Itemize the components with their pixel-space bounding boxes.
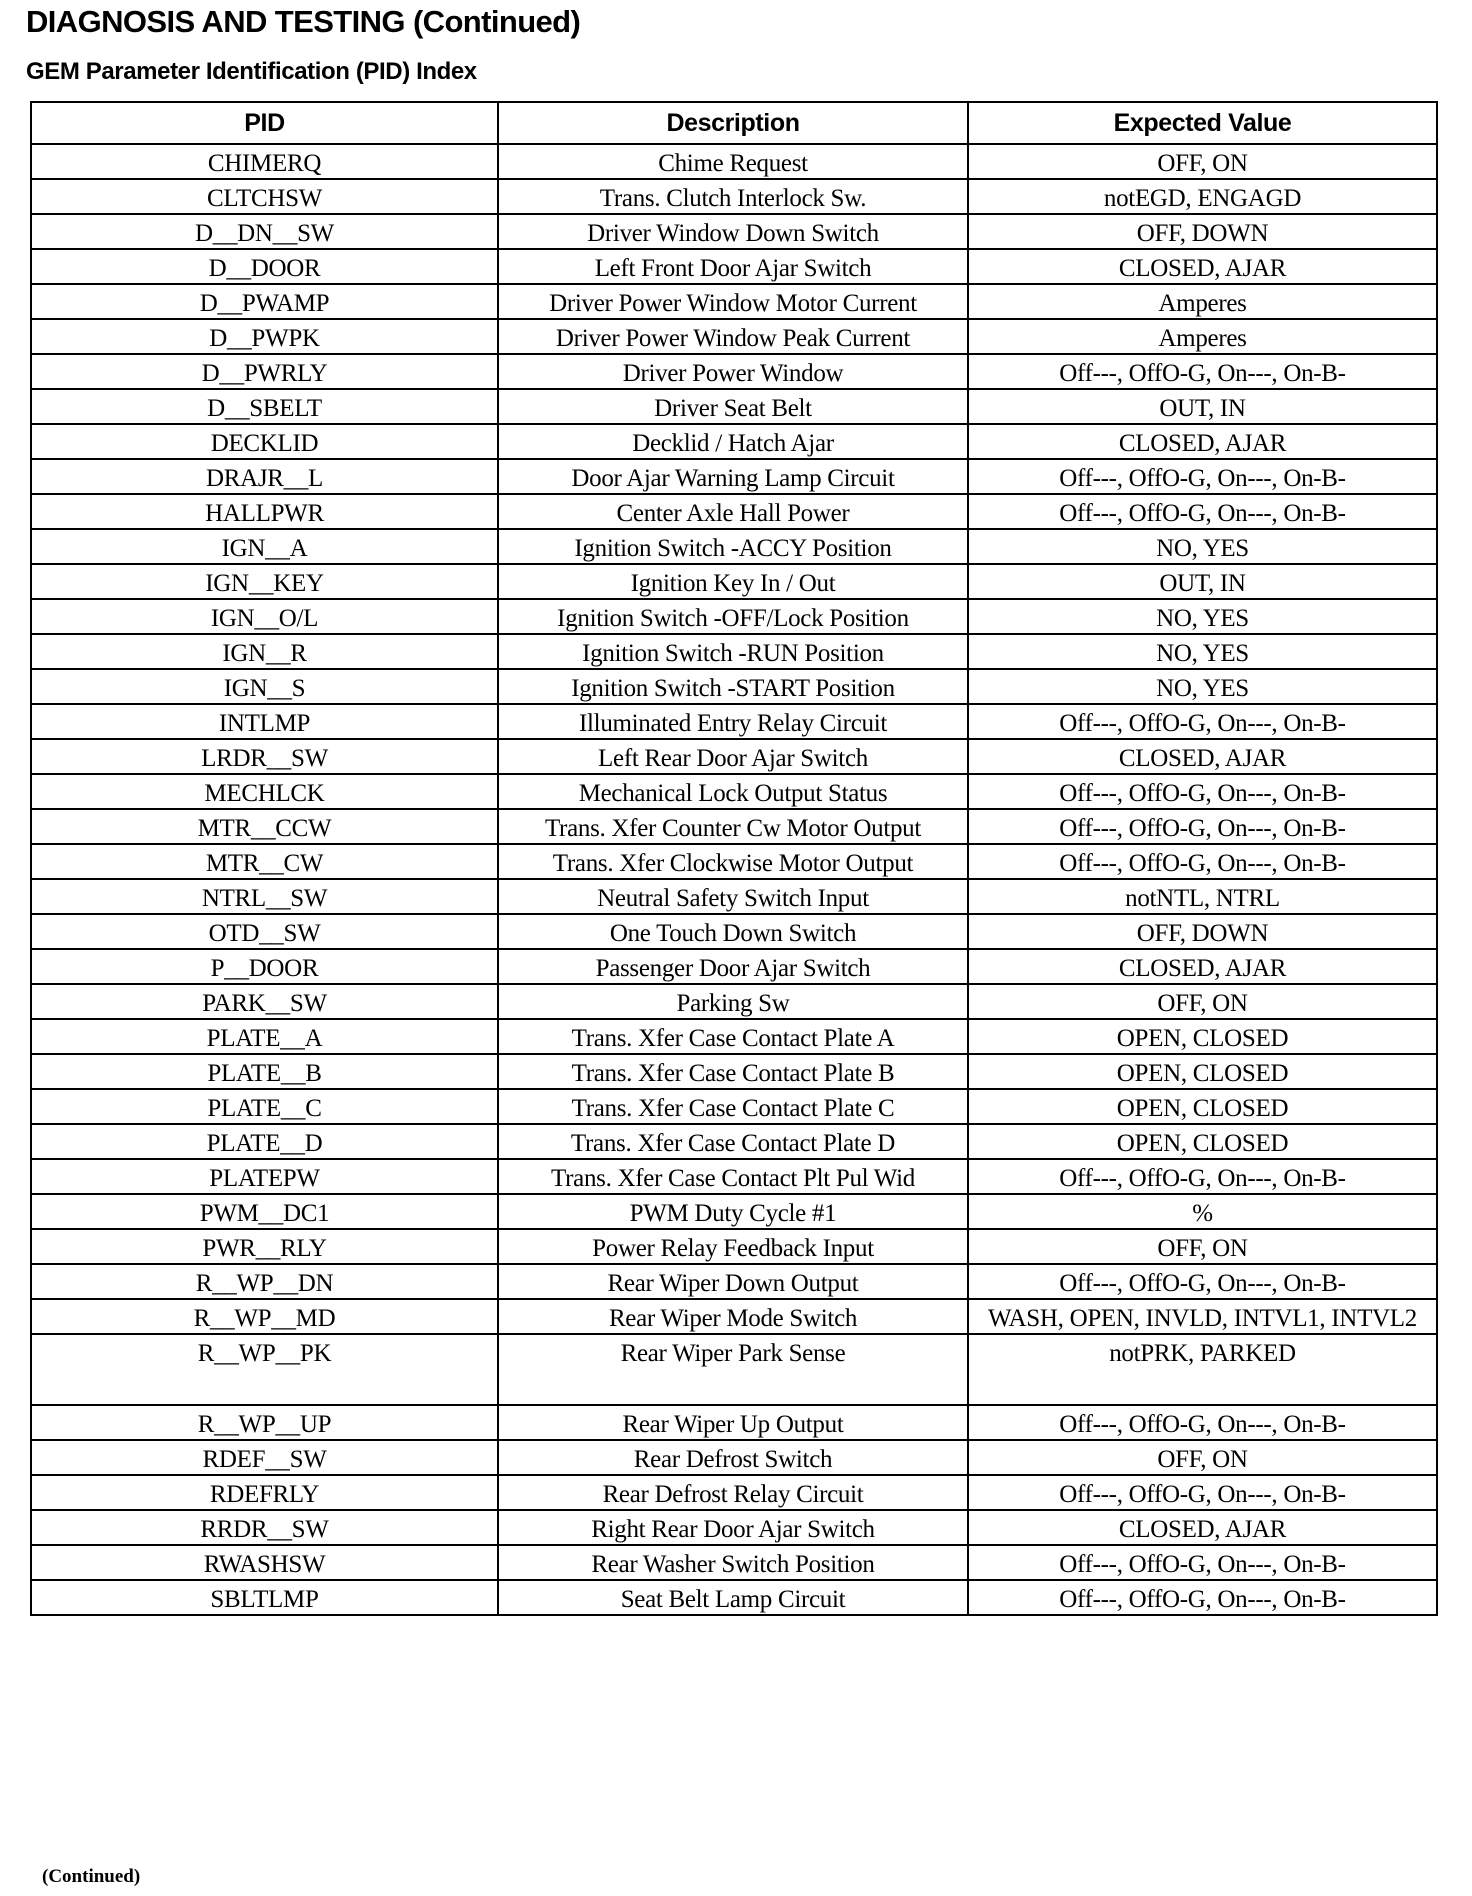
description-cell: Trans. Clutch Interlock Sw. [498,179,968,214]
table-row [31,669,1437,704]
expected-value-cell: % [968,1194,1437,1229]
pid-cell: PLATE__D [31,1124,498,1159]
description-cell: Ignition Key In / Out [498,564,968,599]
table-row [31,529,1437,564]
table-row [31,424,1437,459]
description-cell: Ignition Switch -ACCY Position [498,529,968,564]
pid-cell: HALLPWR [31,494,498,529]
table-row [31,1194,1437,1229]
pid-cell: P__DOOR [31,949,498,984]
pid-cell: RWASHSW [31,1545,498,1580]
page-title: DIAGNOSIS AND TESTING (Continued) [26,4,581,39]
description-cell: Trans. Xfer Case Contact Plate D [498,1124,968,1159]
table-row [31,214,1437,249]
pid-cell: IGN__A [31,529,498,564]
table-row [31,914,1437,949]
expected-value-cell: notPRK, PARKED [968,1334,1437,1405]
description-cell: Rear Defrost Relay Circuit [498,1475,968,1510]
table-row [31,144,1437,179]
table-row [31,739,1437,774]
description-cell: Rear Wiper Park Sense [498,1334,968,1405]
table-row [31,1334,1437,1405]
expected-value-cell: NO, YES [968,669,1437,704]
table-row [31,354,1437,389]
pid-cell: MTR__CW [31,844,498,879]
description-cell: Decklid / Hatch Ajar [498,424,968,459]
table-row [31,1580,1437,1615]
table-row [31,809,1437,844]
expected-value-cell: NO, YES [968,599,1437,634]
description-cell: Door Ajar Warning Lamp Circuit [498,459,968,494]
expected-value-cell: OFF, DOWN [968,914,1437,949]
table-row [31,1019,1437,1054]
pid-cell: DECKLID [31,424,498,459]
expected-value-cell: OPEN, CLOSED [968,1089,1437,1124]
table-row [31,389,1437,424]
table-header-row [31,102,1437,144]
pid-cell: D__DOOR [31,249,498,284]
expected-value-cell: OUT, IN [968,564,1437,599]
table-body [31,144,1437,1615]
pid-cell: R__WP__DN [31,1264,498,1299]
expected-value-cell: OPEN, CLOSED [968,1054,1437,1089]
expected-value-cell: Off---, OffO-G, On---, On-B- [968,1264,1437,1299]
expected-value-cell: Off---, OffO-G, On---, On-B- [968,1580,1437,1615]
description-cell: Ignition Switch -OFF/Lock Position [498,599,968,634]
pid-cell: D__SBELT [31,389,498,424]
pid-cell: PLATEPW [31,1159,498,1194]
description-cell: Driver Window Down Switch [498,214,968,249]
table-row [31,284,1437,319]
expected-value-cell: Off---, OffO-G, On---, On-B- [968,809,1437,844]
table-row [31,494,1437,529]
table-row [31,459,1437,494]
description-cell: Rear Defrost Switch [498,1440,968,1475]
expected-value-cell: OUT, IN [968,389,1437,424]
pid-cell: IGN__S [31,669,498,704]
expected-value-cell: CLOSED, AJAR [968,1510,1437,1545]
expected-value-cell: OPEN, CLOSED [968,1124,1437,1159]
expected-value-cell: OFF, DOWN [968,214,1437,249]
table-row [31,1054,1437,1089]
pid-cell: PLATE__A [31,1019,498,1054]
description-cell: Rear Wiper Up Output [498,1405,968,1440]
table-row [31,179,1437,214]
description-cell: Trans. Xfer Counter Cw Motor Output [498,809,968,844]
expected-value-cell: NO, YES [968,529,1437,564]
table-row [31,1264,1437,1299]
table-row [31,1299,1437,1334]
expected-value-cell: notNTL, NTRL [968,879,1437,914]
table-row [31,774,1437,809]
pid-cell: SBLTLMP [31,1580,498,1615]
description-cell: Trans. Xfer Case Contact Plate B [498,1054,968,1089]
expected-value-cell: Off---, OffO-G, On---, On-B- [968,494,1437,529]
continued-note: (Continued) [42,1866,141,1887]
section-title: GEM Parameter Identification (PID) Index [26,58,477,85]
description-cell: Ignition Switch -RUN Position [498,634,968,669]
pid-cell: IGN__KEY [31,564,498,599]
expected-value-cell: OPEN, CLOSED [968,1019,1437,1054]
pid-cell: CHIMERQ [31,144,498,179]
table-row [31,1229,1437,1264]
expected-value-cell: OFF, ON [968,144,1437,179]
expected-value-cell: Off---, OffO-G, On---, On-B- [968,354,1437,389]
description-cell: Left Front Door Ajar Switch [498,249,968,284]
description-cell: Driver Seat Belt [498,389,968,424]
expected-value-cell: notEGD, ENGAGD [968,179,1437,214]
pid-cell: R__WP__UP [31,1405,498,1440]
description-cell: Right Rear Door Ajar Switch [498,1510,968,1545]
table-row [31,1405,1437,1440]
pid-cell: RDEF__SW [31,1440,498,1475]
pid-cell: D__PWRLY [31,354,498,389]
pid-cell: INTLMP [31,704,498,739]
pid-cell: PLATE__B [31,1054,498,1089]
pid-cell: MTR__CCW [31,809,498,844]
table-row [31,704,1437,739]
expected-value-cell: OFF, ON [968,1229,1437,1264]
expected-value-cell: CLOSED, AJAR [968,739,1437,774]
table-row [31,949,1437,984]
description-cell: Passenger Door Ajar Switch [498,949,968,984]
pid-cell: PARK__SW [31,984,498,1019]
pid-cell: NTRL__SW [31,879,498,914]
description-cell: Ignition Switch -START Position [498,669,968,704]
expected-value-cell: OFF, ON [968,984,1437,1019]
description-cell: Trans. Xfer Case Contact Plate A [498,1019,968,1054]
expected-value-cell: NO, YES [968,634,1437,669]
expected-value-cell: Off---, OffO-G, On---, On-B- [968,844,1437,879]
description-cell: Driver Power Window Peak Current [498,319,968,354]
description-cell: Rear Washer Switch Position [498,1545,968,1580]
table-row [31,1159,1437,1194]
expected-value-cell: Off---, OffO-G, On---, On-B- [968,774,1437,809]
column-header-pid: PID [31,102,498,144]
expected-value-cell: WASH, OPEN, INVLD, INTVL1, INTVL2 [968,1299,1437,1334]
description-cell: PWM Duty Cycle #1 [498,1194,968,1229]
description-cell: Mechanical Lock Output Status [498,774,968,809]
pid-cell: PLATE__C [31,1089,498,1124]
table-row [31,1089,1437,1124]
pid-cell: OTD__SW [31,914,498,949]
expected-value-cell: CLOSED, AJAR [968,949,1437,984]
description-cell: Rear Wiper Mode Switch [498,1299,968,1334]
pid-index-table [30,101,1438,1616]
pid-cell: RDEFRLY [31,1475,498,1510]
pid-cell: IGN__R [31,634,498,669]
expected-value-cell: Off---, OffO-G, On---, On-B- [968,1475,1437,1510]
table-row [31,249,1437,284]
pid-cell: R__WP__PK [31,1334,498,1405]
expected-value-cell: Amperes [968,284,1437,319]
pid-cell: RRDR__SW [31,1510,498,1545]
description-cell: Trans. Xfer Clockwise Motor Output [498,844,968,879]
table-row [31,599,1437,634]
expected-value-cell: OFF, ON [968,1440,1437,1475]
description-cell: Chime Request [498,144,968,179]
expected-value-cell: CLOSED, AJAR [968,424,1437,459]
pid-cell: DRAJR__L [31,459,498,494]
pid-cell: D__PWPK [31,319,498,354]
description-cell: Center Axle Hall Power [498,494,968,529]
table-row [31,1124,1437,1159]
table-row [31,879,1437,914]
expected-value-cell: Off---, OffO-G, On---, On-B- [968,704,1437,739]
pid-cell: D__PWAMP [31,284,498,319]
description-cell: Power Relay Feedback Input [498,1229,968,1264]
column-header-expected-value: Expected Value [968,102,1437,144]
column-header-description: Description [498,102,968,144]
description-cell: Trans. Xfer Case Contact Plate C [498,1089,968,1124]
table-row [31,564,1437,599]
description-cell: Left Rear Door Ajar Switch [498,739,968,774]
pid-cell: LRDR__SW [31,739,498,774]
table-row [31,634,1437,669]
description-cell: Driver Power Window [498,354,968,389]
table-row [31,1440,1437,1475]
table-row [31,1510,1437,1545]
description-cell: Parking Sw [498,984,968,1019]
table-row [31,984,1437,1019]
expected-value-cell: Off---, OffO-G, On---, On-B- [968,459,1437,494]
table-row [31,1475,1437,1510]
expected-value-cell: Off---, OffO-G, On---, On-B- [968,1159,1437,1194]
description-cell: Driver Power Window Motor Current [498,284,968,319]
table-row [31,844,1437,879]
pid-cell: CLTCHSW [31,179,498,214]
description-cell: Rear Wiper Down Output [498,1264,968,1299]
pid-cell: R__WP__MD [31,1299,498,1334]
description-cell: Seat Belt Lamp Circuit [498,1580,968,1615]
table-row [31,1545,1437,1580]
description-cell: Trans. Xfer Case Contact Plt Pul Wid [498,1159,968,1194]
description-cell: Illuminated Entry Relay Circuit [498,704,968,739]
table-row [31,319,1437,354]
pid-cell: PWR__RLY [31,1229,498,1264]
pid-cell: D__DN__SW [31,214,498,249]
expected-value-cell: Off---, OffO-G, On---, On-B- [968,1545,1437,1580]
expected-value-cell: Off---, OffO-G, On---, On-B- [968,1405,1437,1440]
description-cell: Neutral Safety Switch Input [498,879,968,914]
description-cell: One Touch Down Switch [498,914,968,949]
pid-cell: MECHLCK [31,774,498,809]
expected-value-cell: Amperes [968,319,1437,354]
pid-cell: PWM__DC1 [31,1194,498,1229]
pid-cell: IGN__O/L [31,599,498,634]
expected-value-cell: CLOSED, AJAR [968,249,1437,284]
